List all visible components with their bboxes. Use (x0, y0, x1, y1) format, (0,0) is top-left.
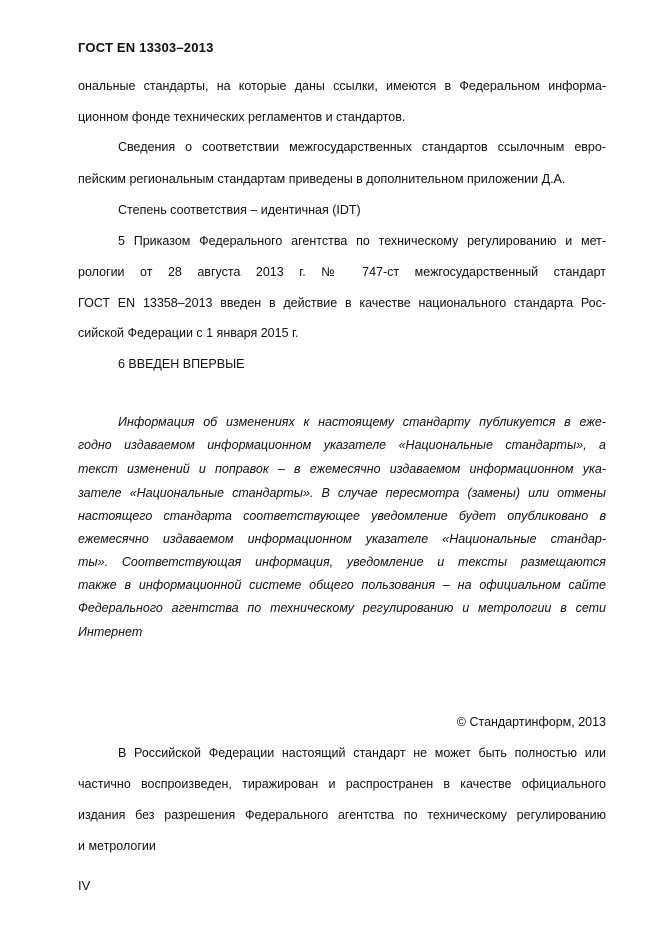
paragraph-line: ГОСТ EN 13358–2013 введен в действие в качестве национального стандарта Рос- (78, 296, 606, 310)
notice-line: Федерального агентства по техническому регулированию и метрологии в сети (78, 601, 606, 615)
paragraph-line: 5 Приказом Федерального агентства по техническому регулированию и мет- (118, 234, 606, 248)
paragraph-line: рологии от 28 августа 2013 г. № 747-ст межгосударственный стандарт (78, 265, 606, 279)
notice-line: текст изменений и поправок – в ежемесячно издаваемом информационном ука- (78, 462, 606, 476)
page-number: IV (78, 878, 91, 893)
paragraph-line: Сведения о соответствии межгосударственных стандартов ссылочным евро- (118, 140, 606, 154)
notice-line: Информация об изменениях к настоящему стандарту публикуется в еже- (118, 415, 606, 429)
document-header: ГОСТ EN 13303–2013 (78, 40, 214, 55)
paragraph-line: ональные стандарты, на которые даны ссылки, имеются в Федеральном информа- (78, 79, 606, 93)
rights-line: и метрологии (78, 839, 156, 853)
paragraph-line: 6 ВВЕДЕН ВПЕРВЫЕ (118, 357, 245, 371)
notice-line: Интернет (78, 625, 143, 639)
paragraph-line: Степень соответствия – идентичная (IDT) (118, 203, 361, 217)
paragraph-line: пейским региональным стандартам приведены в дополнительном приложении Д.А. (78, 172, 566, 186)
rights-line: издания без разрешения Федерального агентства по техническому регулированию (78, 808, 606, 822)
notice-line: также в информационной системе общего пользования – на официальном сайте (78, 578, 606, 592)
notice-line: ты». Соответствующая информация, уведомление и тексты размещаются (78, 555, 606, 569)
copyright: © Стандартинформ, 2013 (456, 715, 606, 729)
notice-line: ежемесячно издаваемом информационном указателе «Национальные стандар- (78, 532, 606, 546)
notice-line: зателе «Национальные стандарты». В случае пересмотра (замены) или отмены (78, 486, 606, 500)
rights-line: частично воспроизведен, тиражирован и распространен в качестве официального (78, 777, 606, 791)
notice-line: годно издаваемом информационном указателе «Национальные стандарты», а (78, 438, 606, 452)
notice-line: настоящего стандарта соответствующее уведомление будет опубликовано в (78, 509, 606, 523)
rights-line: В Российской Федерации настоящий стандарт не может быть полностью или (118, 746, 606, 760)
paragraph-line: ционном фонде технических регламентов и стандартов. (78, 110, 406, 124)
paragraph-line: сийской Федерации с 1 января 2015 г. (78, 326, 299, 340)
